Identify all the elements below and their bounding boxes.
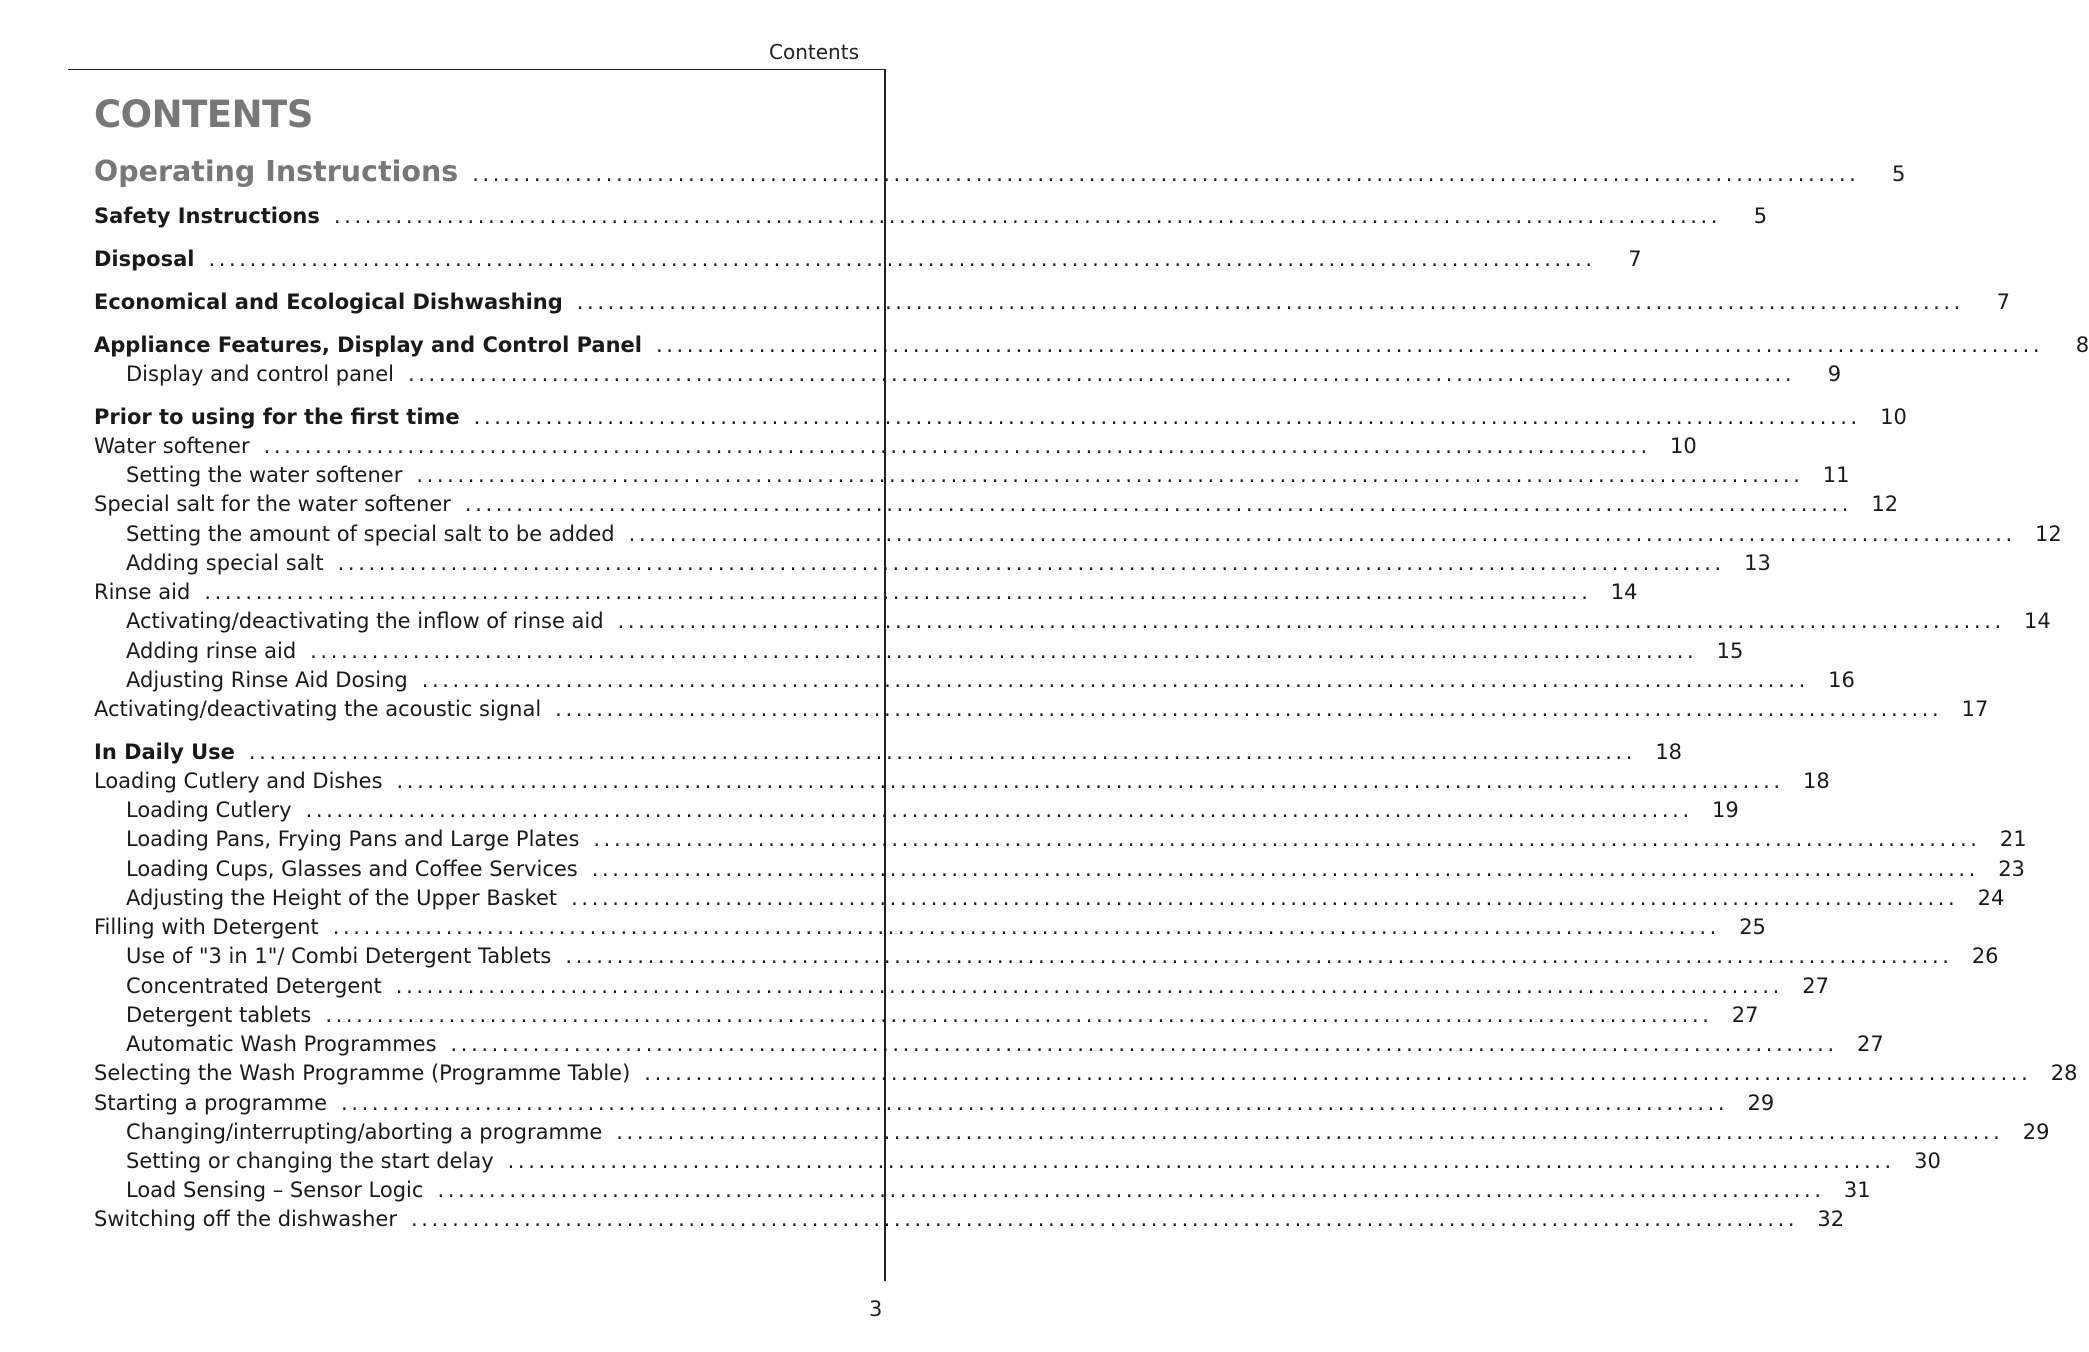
dot-leader: ....................................................................................................................................... bbox=[395, 974, 1783, 998]
dot-leader: ....................................................................................................................................... bbox=[204, 580, 1592, 604]
toc-entry-adding-rinse-aid[interactable] bbox=[94, 637, 1744, 665]
toc-entry-sensor-logic[interactable] bbox=[94, 1176, 1871, 1204]
dot-leader: ....................................................................................................................................... bbox=[464, 492, 1853, 516]
toc-entry-rinse-aid[interactable] bbox=[94, 578, 1638, 606]
toc-entry-automatic-wash[interactable] bbox=[94, 1030, 1884, 1058]
toc-label: Load Sensing – Sensor Logic bbox=[126, 1178, 424, 1202]
dot-leader: ....................................................................................................................................... bbox=[628, 522, 2016, 546]
dot-leader: ....................................................................................................................................... bbox=[576, 290, 1964, 314]
dot-leader: ....................................................................................................................................... bbox=[555, 697, 1943, 721]
toc-entry-setting-water-softener[interactable] bbox=[94, 461, 1850, 489]
toc-page-number: 18 bbox=[1655, 740, 1683, 764]
dot-leader: ....................................................................................................................................... bbox=[472, 162, 1860, 186]
toc-page-number: 29 bbox=[1747, 1091, 1775, 1115]
toc-page-number: 11 bbox=[1822, 463, 1850, 487]
toc-label: Activating/deactivating the acoustic signal bbox=[94, 697, 542, 721]
toc-page-number: 24 bbox=[1977, 886, 2005, 910]
toc-label: Setting or changing the start delay bbox=[126, 1149, 494, 1173]
toc-page-number: 17 bbox=[1961, 697, 1989, 721]
toc-page-number: 9 bbox=[1827, 362, 1842, 386]
toc-entry-loading-cutlery[interactable] bbox=[94, 796, 1739, 824]
toc-entry-water-softener[interactable] bbox=[94, 432, 1697, 460]
dot-leader: ....................................................................................................................................... bbox=[410, 1207, 1799, 1231]
toc-entry-starting-programme[interactable] bbox=[94, 1089, 1775, 1117]
toc-entry-in-daily-use[interactable] bbox=[94, 738, 1683, 766]
toc-page-number: 5 bbox=[1753, 204, 1768, 228]
toc-entry-concentrated-detergent[interactable] bbox=[94, 972, 1829, 1000]
toc-entry-start-delay[interactable] bbox=[94, 1147, 1941, 1175]
toc-label: Setting the amount of special salt to be added bbox=[126, 522, 615, 546]
toc-entry-display-control-panel[interactable] bbox=[94, 360, 1842, 388]
toc-label: Activating/deactivating the inflow of rinse aid bbox=[126, 609, 604, 633]
dot-leader: ....................................................................................................................................... bbox=[396, 769, 1784, 793]
dot-leader: ....................................................................................................................................... bbox=[341, 1091, 1729, 1115]
toc-page-number: 30 bbox=[1914, 1149, 1941, 1173]
toc-label: Changing/interrupting/aborting a programme bbox=[126, 1120, 603, 1144]
toc-label: Loading Cups, Glasses and Coffee Services bbox=[126, 857, 578, 881]
dot-leader: ....................................................................................................................................... bbox=[565, 944, 1953, 968]
toc-page-number: 18 bbox=[1802, 769, 1830, 793]
toc-entry-setting-salt-amount[interactable] bbox=[94, 520, 2062, 548]
toc-entry-combi-tablets[interactable] bbox=[94, 942, 1999, 970]
toc-page-number: 27 bbox=[1802, 974, 1829, 998]
toc-entry-special-salt[interactable] bbox=[94, 490, 1899, 518]
toc-page-number: 8 bbox=[2075, 333, 2089, 357]
toc-entry-appliance-features[interactable] bbox=[94, 331, 2089, 359]
dot-leader: ....................................................................................................................................... bbox=[616, 1120, 2004, 1144]
toc-label: Automatic Wash Programmes bbox=[126, 1032, 437, 1056]
toc-page-number: 32 bbox=[1817, 1207, 1845, 1231]
toc-page-number: 31 bbox=[1843, 1178, 1871, 1202]
dot-leader: ....................................................................................................................................... bbox=[332, 915, 1720, 939]
table-of-contents bbox=[94, 0, 2089, 1240]
dot-leader: ....................................................................................................................................... bbox=[208, 247, 1596, 271]
toc-entry-detergent-tablets[interactable] bbox=[94, 1001, 1759, 1029]
toc-label: Loading Pans, Frying Pans and Large Plates bbox=[126, 827, 580, 851]
running-header: Contents bbox=[769, 40, 859, 64]
toc-label: Filling with Detergent bbox=[94, 915, 319, 939]
dot-leader: ....................................................................................................................................... bbox=[421, 668, 1809, 692]
dot-leader: ....................................................................................................................................... bbox=[473, 405, 1861, 429]
dot-leader: ....................................................................................................................................... bbox=[655, 333, 2044, 357]
toc-label: Adding rinse aid bbox=[126, 639, 297, 663]
toc-page-number: 10 bbox=[1880, 405, 1907, 429]
dot-leader: ....................................................................................................................................... bbox=[305, 798, 1693, 822]
dot-leader: ....................................................................................................................................... bbox=[337, 551, 1725, 575]
toc-entry-switching-off[interactable] bbox=[94, 1205, 1845, 1233]
toc-entry-economical-dishwashing[interactable] bbox=[94, 288, 2010, 316]
toc-entry-acoustic-signal[interactable] bbox=[94, 695, 1989, 723]
dot-leader: ....................................................................................................................................... bbox=[248, 740, 1637, 764]
toc-label: In Daily Use bbox=[94, 740, 235, 764]
toc-entry-rinse-aid-dosing[interactable] bbox=[94, 666, 1855, 694]
toc-page-number: 7 bbox=[1996, 290, 2010, 314]
toc-page-number: 23 bbox=[1998, 857, 2025, 881]
toc-page-number: 14 bbox=[2024, 609, 2051, 633]
toc-page-number: 14 bbox=[1610, 580, 1638, 604]
dot-leader: ....................................................................................................................................... bbox=[591, 857, 1979, 881]
toc-page-number: 12 bbox=[1871, 492, 1899, 516]
toc-entry-loading-cutlery-dishes[interactable] bbox=[94, 767, 1830, 795]
toc-page-number: 29 bbox=[2022, 1120, 2050, 1144]
dot-leader: ....................................................................................................................................... bbox=[325, 1003, 1713, 1027]
toc-page-number: 7 bbox=[1628, 247, 1642, 271]
toc-entry-adding-special-salt[interactable] bbox=[94, 549, 1771, 577]
toc-label: Disposal bbox=[94, 247, 195, 271]
dot-leader: ....................................................................................................................................... bbox=[416, 463, 1804, 487]
toc-label: Loading Cutlery and Dishes bbox=[94, 769, 383, 793]
toc-page-number: 12 bbox=[2035, 522, 2062, 546]
toc-label: Adjusting Rinse Aid Dosing bbox=[126, 668, 408, 692]
page-title: CONTENTS bbox=[94, 93, 313, 136]
toc-label: Detergent tablets bbox=[126, 1003, 312, 1027]
toc-page-number: 21 bbox=[1999, 827, 2027, 851]
toc-label: Selecting the Wash Programme (Programme Table) bbox=[94, 1061, 631, 1085]
toc-page-number: 28 bbox=[2050, 1061, 2078, 1085]
toc-label: Water softener bbox=[94, 434, 250, 458]
toc-entry-prior-first-use[interactable] bbox=[94, 403, 1907, 431]
toc-page-number: 13 bbox=[1744, 551, 1771, 575]
toc-entry-filling-detergent[interactable] bbox=[94, 913, 1766, 941]
dot-leader: ....................................................................................................................................... bbox=[571, 886, 1959, 910]
toc-entry-loading-pans[interactable] bbox=[94, 825, 2027, 853]
dot-leader: ....................................................................................................................................... bbox=[408, 362, 1796, 386]
dot-leader: ....................................................................................................................................... bbox=[644, 1061, 2032, 1085]
toc-entry-upper-basket-height[interactable] bbox=[94, 884, 2005, 912]
toc-entry-rinse-aid-inflow[interactable] bbox=[94, 607, 2051, 635]
dot-leader: ....................................................................................................................................... bbox=[617, 609, 2005, 633]
toc-label: Appliance Features, Display and Control Panel bbox=[94, 333, 642, 357]
toc-label: Setting the water softener bbox=[126, 463, 403, 487]
toc-label: Rinse aid bbox=[94, 580, 191, 604]
toc-label: Special salt for the water softener bbox=[94, 492, 451, 516]
toc-label: Concentrated Detergent bbox=[126, 974, 382, 998]
toc-entry-selecting-programme[interactable] bbox=[94, 1059, 2078, 1087]
dot-leader: ....................................................................................................................................... bbox=[507, 1149, 1895, 1173]
toc-page-number: 16 bbox=[1828, 668, 1855, 692]
toc-label: Operating Instructions bbox=[94, 155, 459, 188]
toc-label: Economical and Ecological Dishwashing bbox=[94, 290, 563, 314]
toc-page-number: 25 bbox=[1739, 915, 1766, 939]
toc-entry-changing-programme[interactable] bbox=[94, 1118, 2050, 1146]
dot-leader: ....................................................................................................................................... bbox=[437, 1178, 1825, 1202]
toc-label: Switching off the dishwasher bbox=[94, 1207, 397, 1231]
toc-entry-loading-cups[interactable] bbox=[94, 855, 2025, 883]
toc-page-number: 5 bbox=[1892, 162, 1906, 186]
dot-leader: ....................................................................................................................................... bbox=[450, 1032, 1838, 1056]
toc-page-number: 27 bbox=[1856, 1032, 1884, 1056]
toc-label: Prior to using for the first time bbox=[94, 405, 460, 429]
toc-label: Adjusting the Height of the Upper Basket bbox=[126, 886, 558, 910]
toc-label: Loading Cutlery bbox=[126, 798, 292, 822]
toc-page-number: 10 bbox=[1670, 434, 1697, 458]
page-number: 3 bbox=[869, 1297, 883, 1321]
toc-entry-disposal[interactable] bbox=[94, 245, 1642, 273]
toc-label: Safety Instructions bbox=[94, 204, 320, 228]
dot-leader: ....................................................................................................................................... bbox=[333, 204, 1722, 228]
toc-label: Display and control panel bbox=[126, 362, 394, 386]
toc-entry-safety-instructions[interactable] bbox=[94, 202, 1768, 230]
toc-page-number: 27 bbox=[1731, 1003, 1759, 1027]
toc-page-number: 15 bbox=[1716, 639, 1744, 663]
toc-page-number: 26 bbox=[1971, 944, 1999, 968]
dot-leader: ....................................................................................................................................... bbox=[310, 639, 1698, 663]
dot-leader: ....................................................................................................................................... bbox=[263, 434, 1651, 458]
toc-label: Use of "3 in 1"/ Combi Detergent Tablets bbox=[126, 944, 552, 968]
dot-leader: ....................................................................................................................................... bbox=[593, 827, 1981, 851]
toc-page-number: 19 bbox=[1712, 798, 1739, 822]
toc-section-operating-instructions[interactable] bbox=[94, 154, 1906, 190]
toc-label: Starting a programme bbox=[94, 1091, 328, 1115]
toc-label: Adding special salt bbox=[126, 551, 324, 575]
